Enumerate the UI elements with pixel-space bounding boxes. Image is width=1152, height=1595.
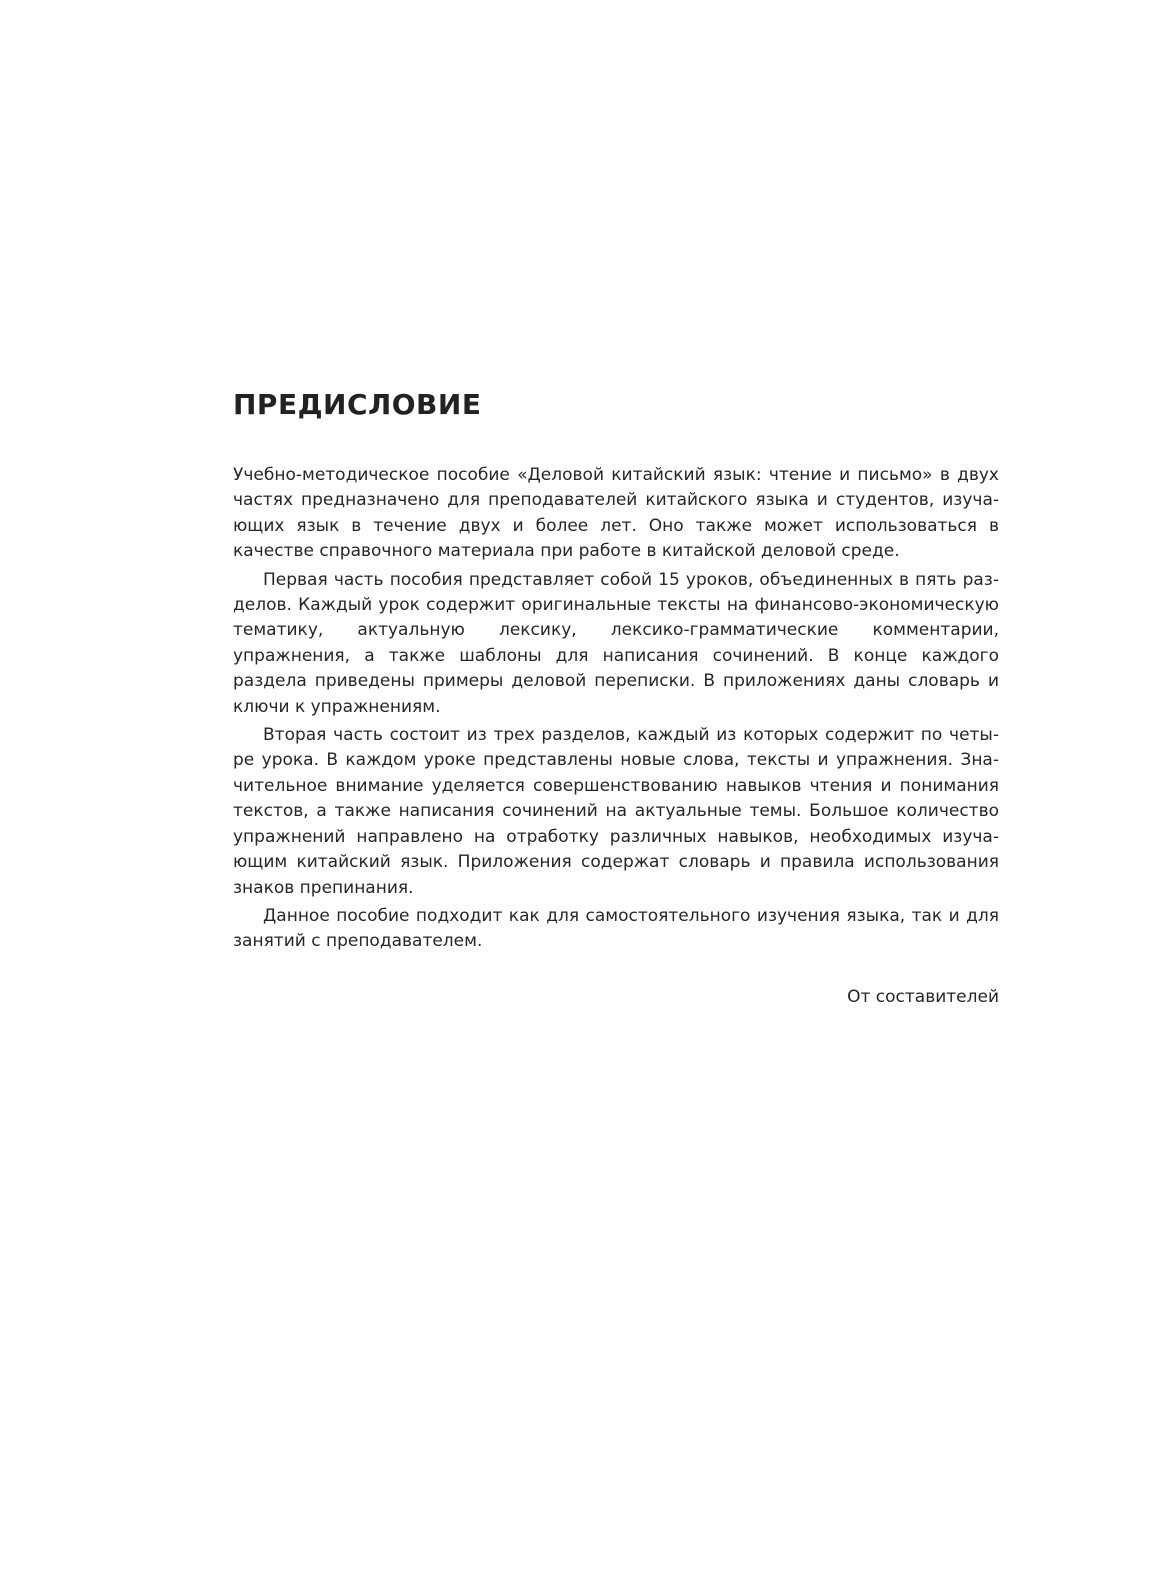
paragraph-part-two: Вторая часть состоит из трех разделов, каждый из которых содержит по четыре урока. В каждом уроке представлены новые слова, тексты и упражнения. Значительное внимание уделяется совершенствованию навыков чтения и понимания текстов, а также написания сочинений на актуальные темы. Большое количество упражнений направлено на отработку различных навыков, необходимых изучающим китайский язык. Приложения содержат словарь и правила использования знаков препинания. — [233, 725, 999, 898]
paragraph-usage: Данное пособие подходит как для самостоятельного изучения языка, так и для занятий с преподавателем. — [233, 905, 999, 952]
paragraph-intro: Учебно-методическое пособие «Деловой китайский язык: чтение и письмо» в двух частях предназначено для преподавателей китайского языка и студентов, изучающих язык в течение двух и более лет. Оно также может использоваться в качестве справочного материала при работе в китайской деловой среде. — [233, 465, 999, 562]
preface-section — [233, 385, 999, 1010]
page-title: ПРЕДИСЛОВИЕ — [233, 388, 482, 421]
signature: От составителей — [847, 986, 999, 1007]
paragraph-part-one: Первая часть пособия представляет собой 15 уроков, объединенных в пять разделов. Каждый урок содержит оригинальные тексты на финансово-экономическую тематику, актуальную лексику, лексико-грамматические комментарии, упражнения, а также шаблоны для написания сочинений. В конце каждого раздела приведены примеры деловой переписки. В приложениях даны словарь и ключи к упражнениям. — [233, 569, 999, 717]
